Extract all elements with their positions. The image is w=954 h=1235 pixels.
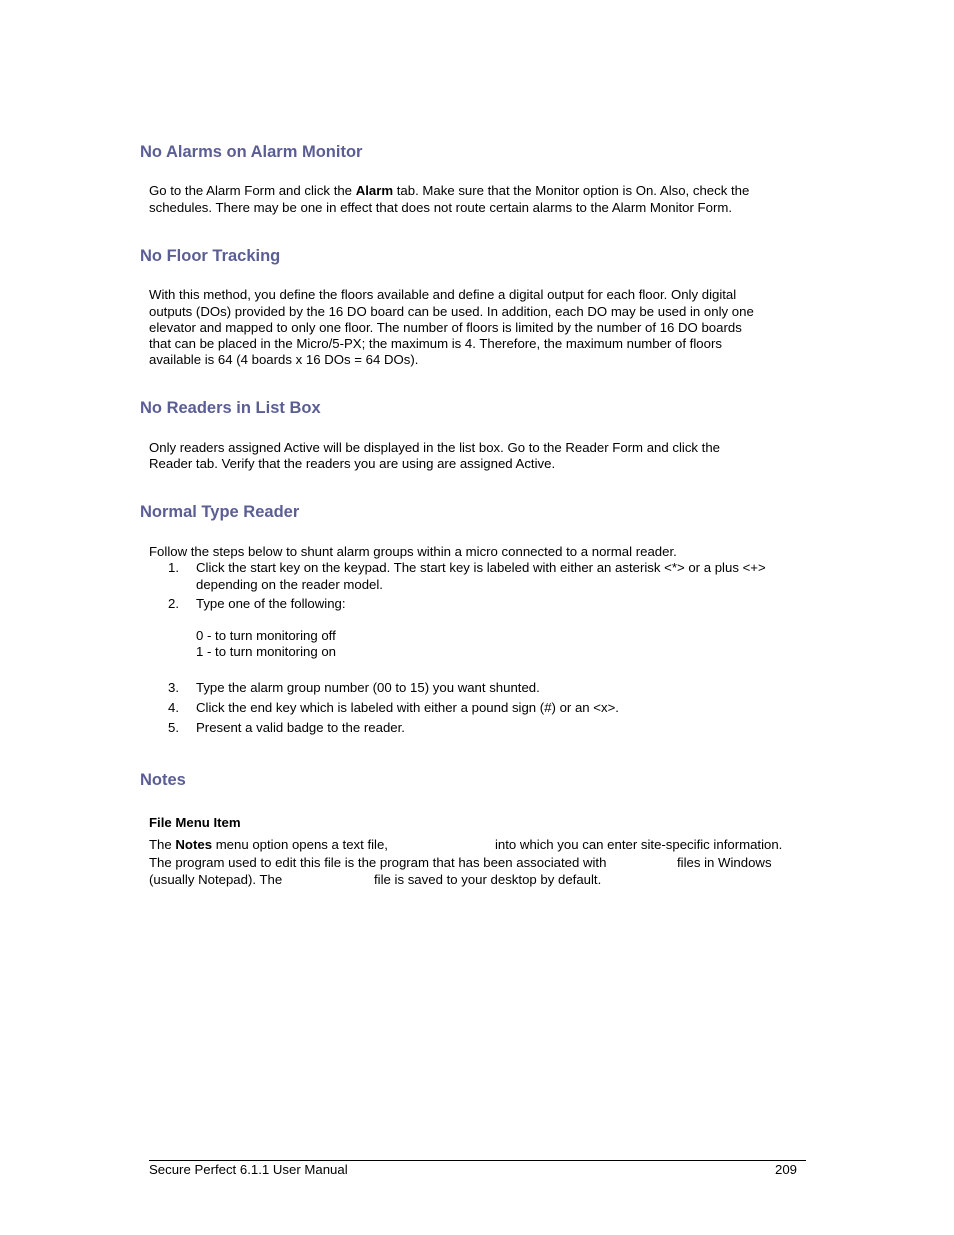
step-text: Click the start key on the keypad. The start key is labeled with either an asterisk <*> or a plus <+> xyxy=(196,560,766,575)
paragraph-floor-line: outputs (DOs) provided by the 16 DO board can be used. In addition, each DO may be used in only one xyxy=(149,304,754,319)
step-text: Type the alarm group number (00 to 15) you want shunted. xyxy=(196,680,540,695)
footer-page-number: 209 xyxy=(775,1162,798,1177)
heading-no-readers: No Readers in List Box xyxy=(140,399,321,417)
subheading-file-menu-item: File Menu Item xyxy=(149,815,241,830)
step-number: 2. xyxy=(168,596,179,611)
footer-manual-title: Secure Perfect 6.1.1 User Manual xyxy=(149,1162,348,1177)
footer-divider xyxy=(149,1160,806,1161)
bold-alarm: Alarm xyxy=(355,183,394,198)
option-monitoring-on: 1 - to turn monitoring on xyxy=(196,644,337,659)
paragraph-alarms-line-2: schedules. There may be one in effect that does not route certain alarms to the Alarm Monitor Form. xyxy=(149,200,732,215)
step-number: 1. xyxy=(168,560,179,575)
step-text: Click the end key which is labeled with either a pound sign (#) or an <x>. xyxy=(196,700,619,715)
heading-no-alarms: No Alarms on Alarm Monitor xyxy=(140,143,363,161)
step-text: Type one of the following: xyxy=(196,596,346,611)
paragraph-notes-line-3: (usually Notepad). The xyxy=(149,872,283,887)
bold-notes: Notes xyxy=(175,837,213,852)
step-number: 5. xyxy=(168,720,179,735)
paragraph-alarms-line-1: Go to the Alarm Form and click the Alarm tab. Make sure that the Monitor option is On. Also, check the xyxy=(149,183,750,198)
step-text: Present a valid badge to the reader. xyxy=(196,720,405,735)
heading-normal-type-reader: Normal Type Reader xyxy=(140,503,300,521)
heading-no-floor-tracking: No Floor Tracking xyxy=(140,247,281,265)
paragraph-floor-line: available is 64 (4 boards x 16 DOs = 64 DOs). xyxy=(149,352,419,367)
paragraph-notes-line-2b: files in Windows xyxy=(677,855,772,870)
paragraph-notes-line-2: The program used to edit this file is the program that has been associated with xyxy=(149,855,607,870)
heading-notes: Notes xyxy=(140,771,186,789)
option-monitoring-off: 0 - to turn monitoring off xyxy=(196,628,336,643)
paragraph-notes-line-1b: into which you can enter site-specific information. xyxy=(495,837,783,852)
paragraph-floor-line: elevator and mapped to only one floor. The number of floors is limited by the number of 16 DO boards xyxy=(149,320,742,335)
paragraph-normal-intro: Follow the steps below to shunt alarm groups within a micro connected to a normal reader. xyxy=(149,544,677,559)
paragraph-readers-line: Only readers assigned Active will be displayed in the list box. Go to the Reader Form and click the xyxy=(149,440,721,455)
paragraph-floor-line: that can be placed in the Micro/5-PX; the maximum is 4. Therefore, the maximum number of floors xyxy=(149,336,722,351)
step-text: depending on the reader model. xyxy=(196,576,383,592)
paragraph-notes-line-1: The Notes menu option opens a text file, xyxy=(149,837,388,852)
step-number: 3. xyxy=(168,680,179,695)
paragraph-readers-line: Reader tab. Verify that the readers you are using are assigned Active. xyxy=(149,456,556,471)
paragraph-floor-line: With this method, you define the floors available and define a digital output for each floor. Only digital xyxy=(149,287,737,302)
step-number: 4. xyxy=(168,700,179,715)
paragraph-notes-line-3b: file is saved to your desktop by default. xyxy=(374,872,602,887)
